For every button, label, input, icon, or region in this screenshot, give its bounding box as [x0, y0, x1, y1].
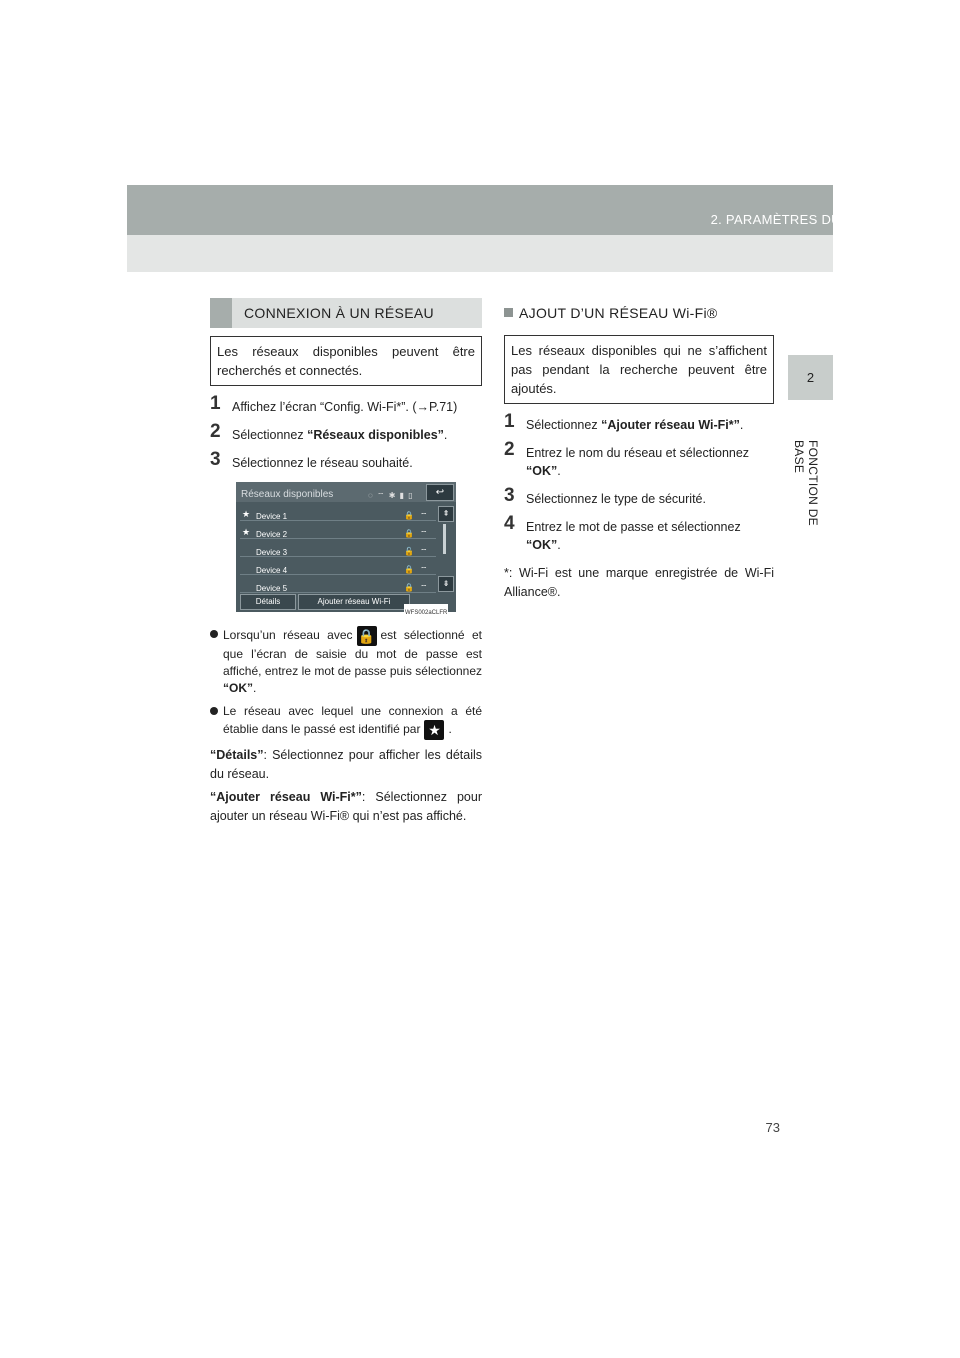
step-keyword: “Réseaux disponibles”	[307, 428, 444, 442]
step-4	[504, 513, 774, 554]
unlock-icon: 🔓	[404, 547, 414, 556]
lock-icon: 🔒	[404, 511, 414, 520]
step-keyword: “OK”	[526, 538, 558, 552]
lock-icon: 🔒	[404, 565, 414, 574]
wifi-icon: ⌔	[420, 547, 428, 556]
device-row[interactable]	[240, 576, 436, 593]
device-row[interactable]	[240, 540, 436, 557]
back-icon[interactable]: ↩	[426, 484, 454, 501]
device-name: Device 1	[256, 512, 288, 521]
star-icon: ★	[242, 527, 251, 537]
add-network-keyword: “Ajouter réseau Wi-Fi*”	[210, 790, 362, 804]
step-2	[504, 439, 774, 480]
step-number: 4	[504, 513, 515, 534]
step-text-end: .	[443, 428, 448, 442]
chapter-tab: 2	[788, 355, 833, 400]
step-text: Sélectionnez	[526, 418, 602, 432]
scrollbar[interactable]	[443, 524, 446, 554]
step-text: Sélectionnez le type de sécurité.	[526, 492, 706, 506]
wifi-icon: ⌔	[420, 583, 428, 592]
step-number: 2	[210, 421, 221, 442]
add-network-description	[210, 788, 482, 826]
section-heading	[210, 298, 482, 328]
step-text: Entrez le mot de passe et sélectionnez	[526, 520, 741, 534]
scroll-down-icon[interactable]: ⇟	[438, 576, 454, 592]
bullet-item	[210, 626, 482, 697]
header-band-lower	[127, 235, 833, 272]
details-description	[210, 746, 482, 784]
step-number: 3	[210, 449, 221, 470]
subsection-heading	[504, 304, 774, 323]
bullet-keyword: “OK”	[223, 681, 253, 695]
device-name: Device 3	[256, 548, 288, 557]
section-heading-tab	[210, 298, 232, 328]
step-number: 1	[210, 393, 221, 414]
footnote: *: Wi-Fi est une marque enregistrée de Wi-Fi Alliance®.	[504, 566, 774, 599]
networks-screenshot	[236, 482, 456, 616]
bullet-text: Lorsqu’un réseau avec	[223, 628, 353, 643]
step-text: Affichez l’écran “Config. Wi-Fi*”. (→P.71)	[232, 400, 458, 414]
star-icon: ★	[242, 509, 251, 519]
step-3	[504, 485, 774, 508]
step-1	[210, 393, 482, 416]
chapter-title: 2. PARAMÈTRES DU RÉSEAU	[710, 212, 900, 227]
bullet-item	[210, 703, 482, 740]
wifi-icon: ⌔	[420, 565, 428, 574]
header-band	[127, 185, 833, 235]
device-row[interactable]	[240, 558, 436, 575]
device-row[interactable]	[240, 504, 436, 521]
device-row[interactable]	[240, 522, 436, 539]
intro-box: Les réseaux disponibles peuvent être recherchés et connectés.	[210, 336, 482, 386]
bullet-text-end: .	[448, 722, 452, 737]
right-column	[504, 298, 774, 602]
subsection-heading-text: AJOUT D’UN RÉSEAU Wi-Fi®	[519, 305, 718, 321]
device-name: Device 5	[256, 584, 288, 593]
add-network-button[interactable]: Ajouter réseau Wi-Fi	[298, 594, 410, 610]
page-number: 73	[765, 1120, 780, 1135]
step-keyword: “Ajouter réseau Wi-Fi*”	[601, 418, 740, 432]
add-network-text: : Sélectionnez pour ajouter un réseau Wi-Fi® qui n’est pas affiché.	[210, 790, 482, 823]
step-3	[210, 449, 482, 472]
step-text-end: .	[739, 418, 744, 432]
bullet-dot	[210, 707, 218, 715]
step-number: 2	[504, 439, 515, 460]
bullet-text-end: .	[253, 681, 257, 695]
details-keyword: “Détails”	[210, 748, 264, 762]
status-icons: ◌ ⌔ ✱ ▮ ▯	[368, 491, 414, 500]
step-text: Sélectionnez	[232, 428, 308, 442]
details-text: : Sélectionnez pour afficher les détails du réseau.	[210, 748, 482, 781]
bullet-text-cont: est sélectionné et que l’écran de saisie du mot de passe est affiché, entrez le mot de passe puis sélectionnez	[223, 628, 482, 678]
screen-title: Réseaux disponibles	[241, 489, 334, 500]
lock-icon: 🔒	[404, 583, 414, 592]
left-column	[210, 298, 482, 830]
device-name: Device 2	[256, 530, 288, 539]
intro-box: Les réseaux disponibles qui ne s’affichent pas pendant la recherche peuvent être ajoutés.	[504, 335, 774, 404]
step-keyword: “OK”	[526, 464, 558, 478]
section-heading-text: CONNEXION À UN RÉSEAU	[244, 305, 434, 321]
figure-code: WFS002aCLFR	[404, 604, 448, 623]
lock-icon: 🔒	[357, 628, 376, 644]
chapter-side-label: FONCTION DE BASE	[792, 440, 820, 526]
step-text: Sélectionnez le réseau souhaité.	[232, 456, 413, 470]
step-1	[504, 411, 774, 434]
step-2	[210, 421, 482, 444]
wifi-icon: ⌔	[420, 529, 428, 538]
star-icon: ★	[424, 720, 444, 740]
step-number: 3	[504, 485, 515, 506]
device-name: Device 4	[256, 566, 288, 575]
wifi-icon: ⌔	[420, 511, 428, 520]
square-bullet-icon	[504, 308, 513, 317]
step-text-end: .	[557, 538, 561, 552]
scroll-up-icon[interactable]: ⇞	[438, 506, 454, 522]
bullet-dot	[210, 630, 218, 638]
step-number: 1	[504, 411, 515, 432]
lock-icon: 🔒	[404, 529, 414, 538]
step-text: Entrez le nom du réseau et sélectionnez	[526, 446, 750, 460]
bullet-text: Le réseau avec lequel une connexion a été établie dans le passé est identifié par	[223, 704, 482, 737]
step-text-end: .	[557, 464, 561, 478]
details-button[interactable]: Détails	[240, 594, 296, 610]
